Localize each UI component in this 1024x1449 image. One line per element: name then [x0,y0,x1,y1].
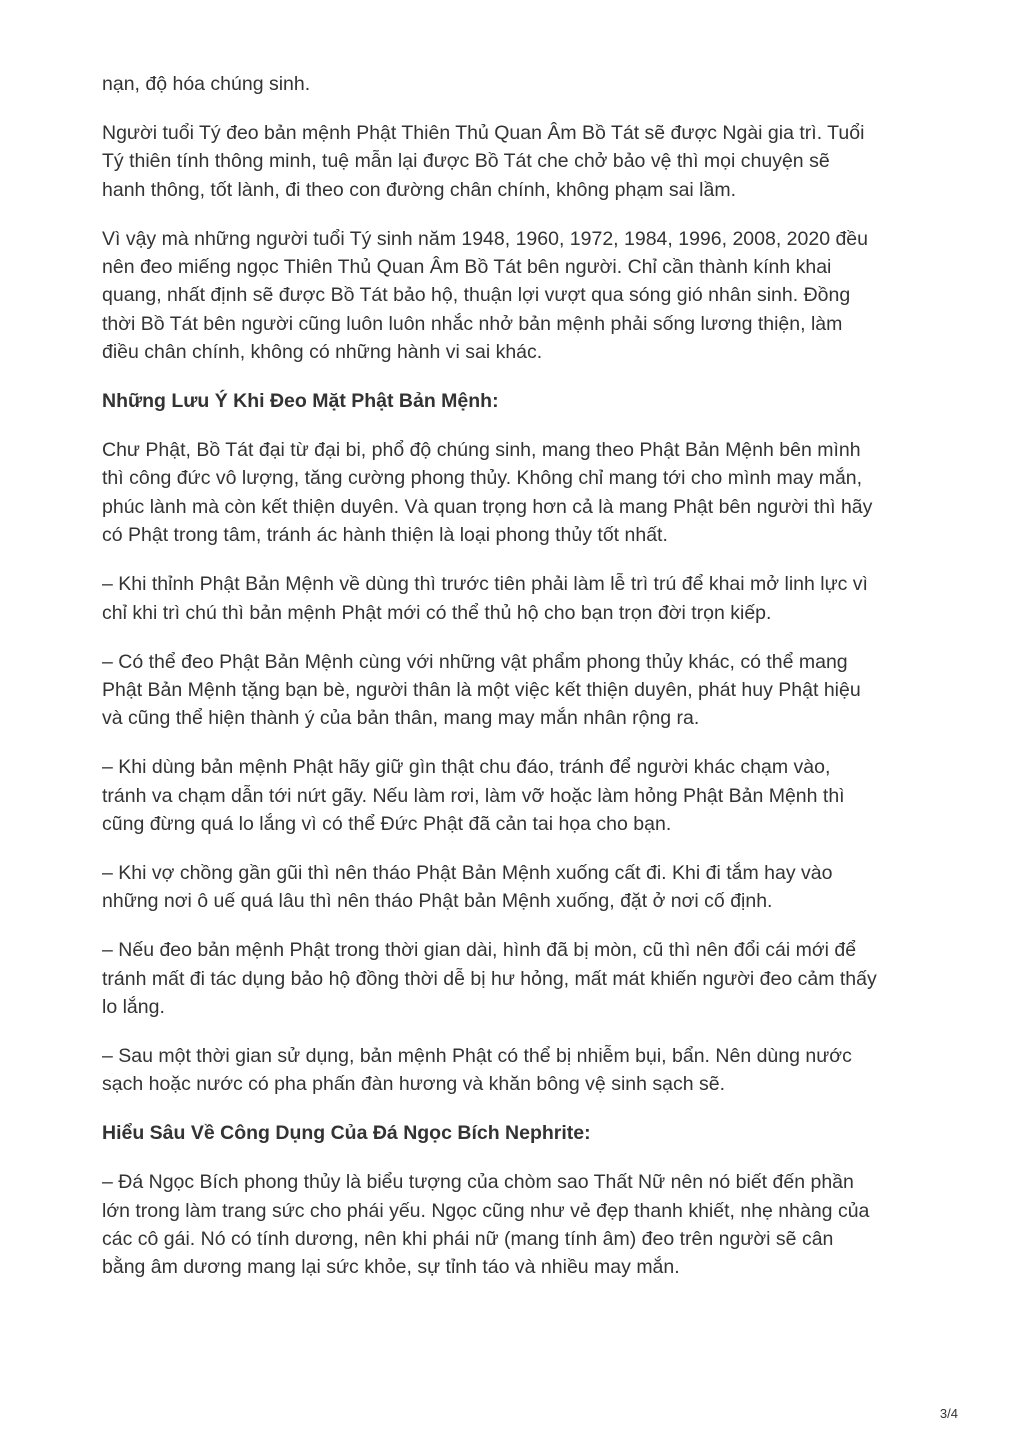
paragraph: Người tuổi Tý đeo bản mệnh Phật Thiên Thủ Quan Âm Bồ Tát sẽ được Ngài gia trì. Tuổi Tý thiên tính thông minh, tuệ mẫn lại được Bồ Tát che chở bảo vệ thì mọi chuyện sẽ hanh thông, tốt lành, đi theo con đường chân chính, không phạm sai lầm. [102,121,865,201]
paragraph: Vì vậy mà những người tuổi Tý sinh năm 1948, 1960, 1972, 1984, 1996, 2008, 2020 đều nên đeo miếng ngọc Thiên Thủ Quan Âm Bồ Tát bên người. Chỉ cần thành kính khai quang, nhất định sẽ được Bồ Tát bảo hộ, thuận lợi vượt qua sóng gió nhân sinh. Đồng thời Bồ Tát bên người cũng luôn luôn nhắc nhở bản mệnh phải sống lương thiện, làm điều chân chính, không có những hành vi sai khác. [102,227,868,364]
paragraph: Chư Phật, Bồ Tát đại từ đại bi, phổ độ chúng sinh, mang theo Phật Bản Mệnh bên mình thì công đức vô lượng, tăng cường phong thủy. Không chỉ mang tới cho mình may mắn, phúc lành mà còn kết thiện duyên. Và quan trọng hơn cả là mang Phật bên người thì hãy có Phật trong tâm, tránh ác hành thiện là loại phong thủy tốt nhất. [102,439,873,547]
page-number: 3/4 [939,1406,958,1421]
paragraph: – Có thể đeo Phật Bản Mệnh cùng với những vật phẩm phong thủy khác, có thể mang Phật Bản Mệnh tặng bạn bè, người thân là một việc kết thiện duyên, phát huy Phật hiệu và cũng thể hiện thành ý của bản thân, mang may mắn nhân rộng ra. [102,650,861,730]
section-heading: Hiểu Sâu Về Công Dụng Của Đá Ngọc Bích Nephrite: [102,1122,591,1145]
paragraph: – Đá Ngọc Bích phong thủy là biểu tượng của chòm sao Thất Nữ nên nó biết đến phần lớn trong làm trang sức cho phái yếu. Ngọc cũng như vẻ đẹp thanh khiết, nhẹ nhàng của các cô gái. Nó có tính dương, nên khi phái nữ (mang tính âm) đeo trên người sẽ cân bằng âm dương mang lại sức khỏe, sự tỉnh táo và nhiều may mắn. [102,1171,870,1279]
paragraph: – Khi dùng bản mệnh Phật hãy giữ gìn thật chu đáo, tránh để người khác chạm vào, tránh va chạm dẫn tới nứt gãy. Nếu làm rơi, làm vỡ hoặc làm hỏng Phật Bản Mệnh thì cũng đừng quá lo lắng vì có thể Đức Phật đã cản tai họa cho bạn. [102,756,845,836]
paragraph: – Nếu đeo bản mệnh Phật trong thời gian dài, hình đã bị mòn, cũ thì nên đổi cái mới để tránh mất đi tác dụng bảo hộ đồng thời dễ bị hư hỏng, mất mát khiến người đeo cảm thấy lo lắng. [102,939,877,1019]
paragraph: – Sau một thời gian sử dụng, bản mệnh Phật có thể bị nhiễm bụi, bẩn. Nên dùng nước sạch hoặc nước có pha phấn đàn hương và khăn bông vệ sinh sạch sẽ. [102,1044,852,1096]
section-heading: Những Lưu Ý Khi Đeo Mặt Phật Bản Mệnh: [102,390,499,413]
document-body [102,70,932,1302]
paragraph: – Khi vợ chồng gần gũi thì nên tháo Phật Bản Mệnh xuống cất đi. Khi đi tắm hay vào những nơi ô uế quá lâu thì nên tháo Phật bản Mệnh xuống, đặt ở nơi cố định. [102,861,833,913]
paragraph: – Khi thỉnh Phật Bản Mệnh về dùng thì trước tiên phải làm lễ trì trú để khai mở linh lực vì chỉ khi trì chú thì bản mệnh Phật mới có thể thủ hộ cho bạn trọn đời trọn kiếp. [102,573,868,624]
paragraph: nạn, độ hóa chúng sinh. [102,73,311,95]
